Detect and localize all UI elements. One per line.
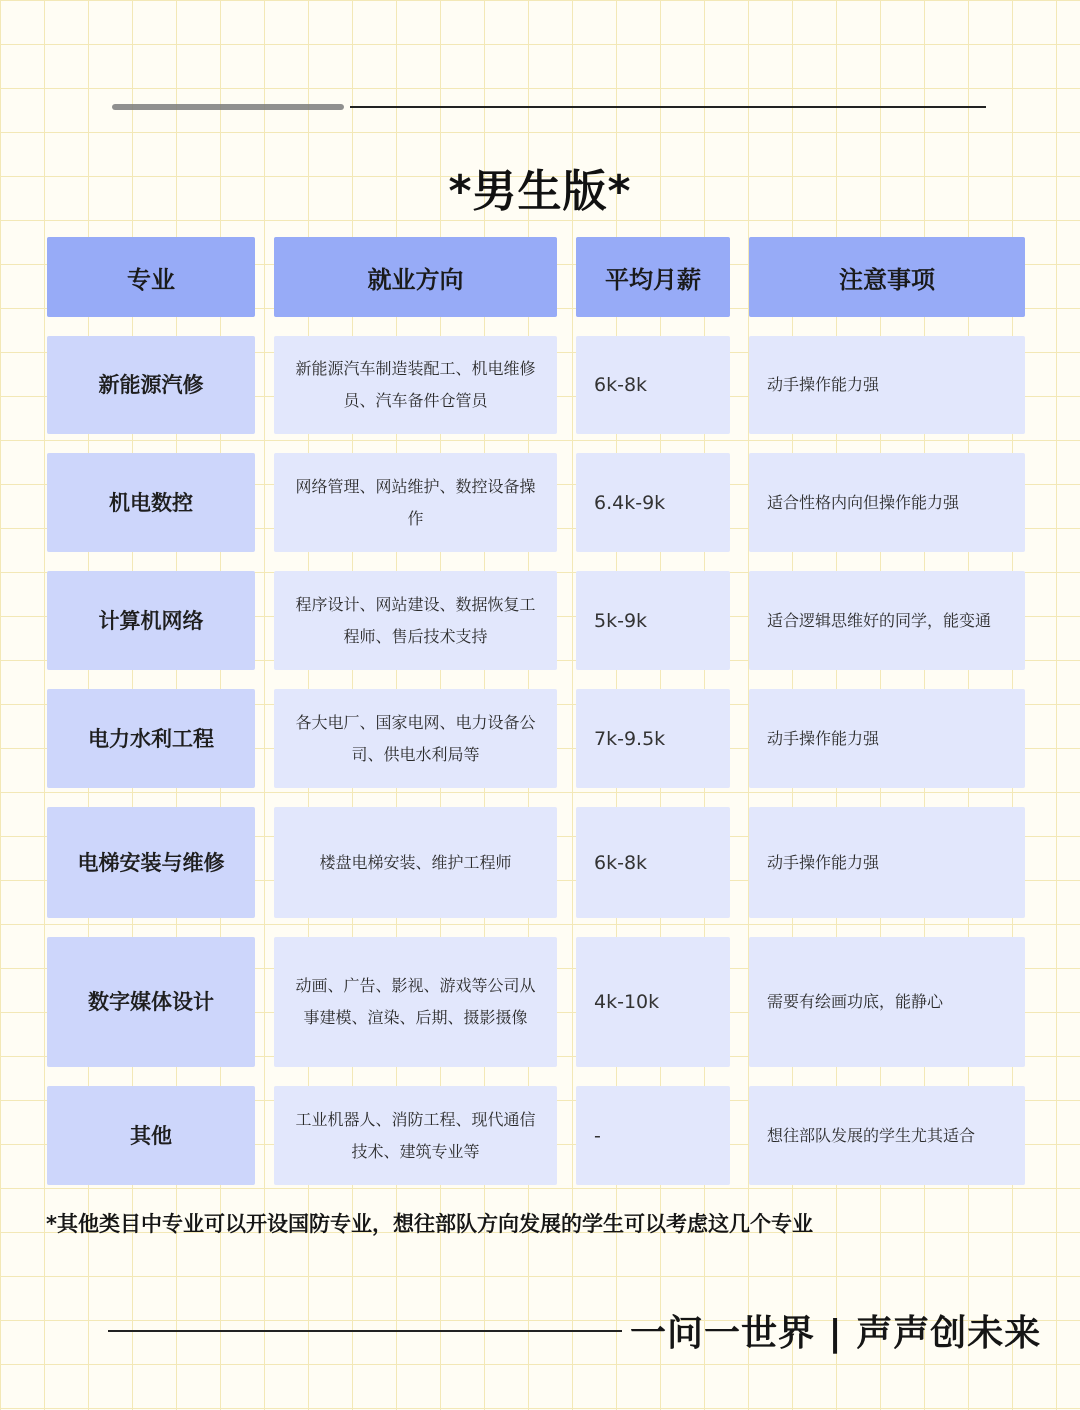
table-row-salary: 4k-10k <box>576 937 730 1067</box>
top-rule-thin <box>350 106 986 108</box>
table-row-direction: 楼盘电梯安装、维护工程师 <box>274 807 557 918</box>
table-row-note: 适合性格内向但操作能力强 <box>749 453 1025 552</box>
table-row-salary: 5k-9k <box>576 571 730 670</box>
footnote: *其他类目中专业可以开设国防专业，想往部队方向发展的学生可以考虑这几个专业 <box>46 1212 813 1236</box>
table-row-direction: 程序设计、网站建设、数据恢复工程师、售后技术支持 <box>274 571 557 670</box>
bottom-rule <box>108 1330 622 1332</box>
table-row-major: 电梯安装与维修 <box>47 807 255 918</box>
table-row-note: 动手操作能力强 <box>749 807 1025 918</box>
header-major: 专业 <box>47 237 255 317</box>
table-row-major: 新能源汽修 <box>47 336 255 434</box>
table-row-note: 动手操作能力强 <box>749 336 1025 434</box>
table-row-salary: 6k-8k <box>576 807 730 918</box>
table-row-major: 计算机网络 <box>47 571 255 670</box>
table-row-direction: 工业机器人、消防工程、现代通信技术、建筑专业等 <box>274 1086 557 1185</box>
page-title: *男生版* <box>448 166 632 217</box>
table-row-major: 机电数控 <box>47 453 255 552</box>
table-row-note: 适合逻辑思维好的同学，能变通 <box>749 571 1025 670</box>
table-row-major: 其他 <box>47 1086 255 1185</box>
table-row-salary: 7k-9.5k <box>576 689 730 788</box>
table-row-salary: 6k-8k <box>576 336 730 434</box>
header-salary: 平均月薪 <box>576 237 730 317</box>
header-direction: 就业方向 <box>274 237 557 317</box>
table-row-salary: 6.4k-9k <box>576 453 730 552</box>
brand-slogan: 一问一世界 | 声声创未来 <box>630 1313 1042 1354</box>
table-row-note: 需要有绘画功底，能静心 <box>749 937 1025 1067</box>
table-row-major: 数字媒体设计 <box>47 937 255 1067</box>
table-row-note: 动手操作能力强 <box>749 689 1025 788</box>
table-row-salary: - <box>576 1086 730 1185</box>
table-row-direction: 各大电厂、国家电网、电力设备公司、供电水利局等 <box>274 689 557 788</box>
table-row-note: 想往部队发展的学生尤其适合 <box>749 1086 1025 1185</box>
table-row-major: 电力水利工程 <box>47 689 255 788</box>
table-row-direction: 网络管理、网站维护、数控设备操作 <box>274 453 557 552</box>
table-row-direction: 新能源汽车制造装配工、机电维修员、汽车备件仓管员 <box>274 336 557 434</box>
top-rule-thick <box>112 104 344 110</box>
table-row-direction: 动画、广告、影视、游戏等公司从事建模、渲染、后期、摄影摄像 <box>274 937 557 1067</box>
header-note: 注意事项 <box>749 237 1025 317</box>
